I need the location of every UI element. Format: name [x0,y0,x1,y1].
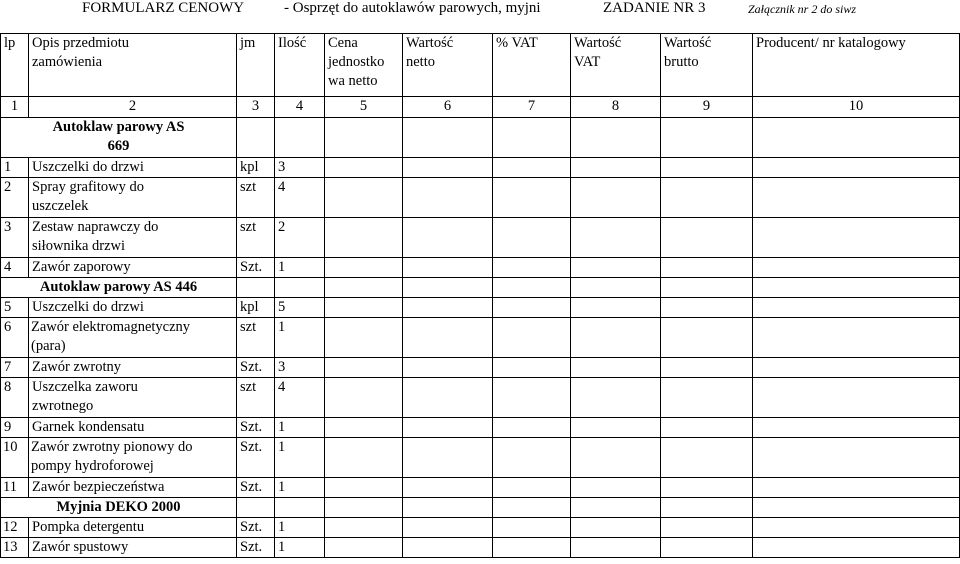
row-opis: Zawór zwrotny pionowy do pompy hydroforowej [29,438,237,478]
table-row [1,418,960,438]
row-ilosc: 1 [275,538,325,558]
row-opis: Uszczelki do drzwi [29,298,237,318]
row-lp: 10 [1,438,29,478]
col-lp-header: lp [1,34,29,97]
row-jm: kpl [237,158,275,178]
row-lp: 2 [1,178,29,218]
column-numbers-row [1,97,960,118]
row-opis: Zawór zwrotny [29,358,237,378]
row-lp: 9 [1,418,29,438]
row-lp: 11 [1,478,29,498]
table-row [1,518,960,538]
column-number: 3 [237,97,275,118]
row-opis: Spray grafitowy do uszczelek [29,178,237,218]
column-number: 10 [753,97,960,118]
row-jm: szt [237,178,275,218]
table-row [1,218,960,258]
column-number: 9 [661,97,753,118]
row-jm: Szt. [237,538,275,558]
column-number: 8 [571,97,661,118]
row-ilosc: 1 [275,518,325,538]
column-number: 4 [275,97,325,118]
row-jm: kpl [237,298,275,318]
col-jm-header: jm [237,34,275,97]
table-row [1,318,960,358]
row-opis: Zawór zaporowy [29,258,237,278]
col-opis-header: Opis przedmiotu zamówienia [29,34,237,97]
row-jm: szt [237,318,275,358]
row-ilosc: 1 [275,418,325,438]
table-row [1,538,960,558]
table-row [1,158,960,178]
table-row [1,358,960,378]
row-opis: Uszczelka zaworu zwrotnego [29,378,237,418]
row-ilosc: 1 [275,258,325,278]
row-opis: Zawór spustowy [29,538,237,558]
section-autoklaw-446: Autoklaw parowy AS 446 [1,278,237,298]
table-row [1,178,960,218]
col-cena-header: Cena jednostko wa netto [325,34,403,97]
column-number: 7 [493,97,571,118]
row-ilosc: 5 [275,298,325,318]
attachment-note: Załącznik nr 2 do siwz [748,2,857,16]
row-lp: 6 [1,318,29,358]
col-vat-pct-header: % VAT [493,34,571,97]
row-opis: Pompka detergentu [29,518,237,538]
row-lp: 3 [1,218,29,258]
row-jm: Szt. [237,358,275,378]
row-ilosc: 4 [275,378,325,418]
row-jm: szt [237,378,275,418]
table-row [1,438,960,478]
row-ilosc: 1 [275,478,325,498]
row-jm: Szt. [237,518,275,538]
col-vat-header: Wartość VAT [571,34,661,97]
row-jm: szt [237,218,275,258]
row-opis: Uszczelki do drzwi [29,158,237,178]
row-lp: 1 [1,158,29,178]
col-producent-header: Producent/ nr katalogowy [753,34,960,97]
row-ilosc: 2 [275,218,325,258]
row-jm: Szt. [237,438,275,478]
section-row [1,278,960,298]
column-number: 1 [1,97,29,118]
row-lp: 13 [1,538,29,558]
row-jm: Szt. [237,418,275,438]
header-row [1,34,960,97]
table-row [1,478,960,498]
row-lp: 8 [1,378,29,418]
section-row [1,498,960,518]
row-ilosc: 3 [275,358,325,378]
section-myjnia: Myjnia DEKO 2000 [1,498,237,518]
col-netto-header: Wartość netto [403,34,493,97]
table-row [1,258,960,278]
price-form-table [0,33,960,558]
row-opis: Zestaw naprawczy do siłownika drzwi [29,218,237,258]
form-subject: - Osprzęt do autoklawów parowych, myjni [284,0,541,16]
column-number: 2 [29,97,237,118]
task-number: ZADANIE NR 3 [603,0,706,16]
row-jm: Szt. [237,478,275,498]
row-lp: 4 [1,258,29,278]
row-lp: 7 [1,358,29,378]
col-ilosc-header: Ilość [275,34,325,97]
column-number: 5 [325,97,403,118]
table-row [1,298,960,318]
row-ilosc: 1 [275,438,325,478]
section-row [1,118,960,158]
row-jm: Szt. [237,258,275,278]
column-number: 6 [403,97,493,118]
row-ilosc: 4 [275,178,325,218]
row-lp: 12 [1,518,29,538]
col-brutto-header: Wartość brutto [661,34,753,97]
row-opis: Garnek kondensatu [29,418,237,438]
row-ilosc: 3 [275,158,325,178]
form-title: FORMULARZ CENOWY [82,0,245,16]
row-lp: 5 [1,298,29,318]
row-opis: Zawór bezpieczeństwa [29,478,237,498]
table-row [1,378,960,418]
row-opis: Zawór elektromagnetyczny (para) [29,318,237,358]
row-ilosc: 1 [275,318,325,358]
section-autoklaw-669: Autoklaw parowy AS 669 [1,118,237,158]
form-title-bar [0,0,960,30]
